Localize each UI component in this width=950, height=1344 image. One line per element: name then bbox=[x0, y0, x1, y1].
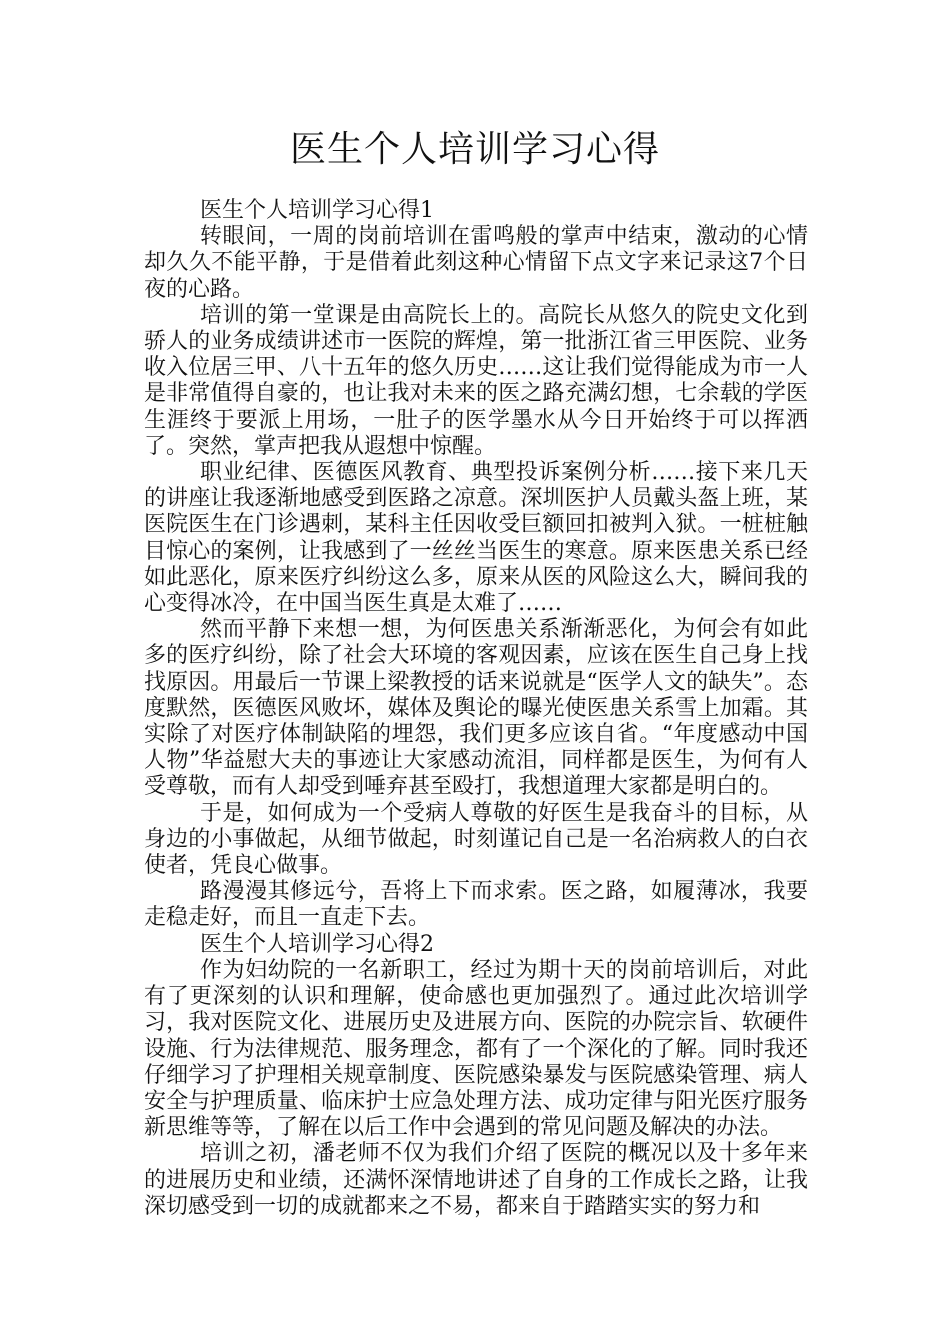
paragraph: 路漫漫其修远兮，吾将上下而求索。医之路，如履薄冰，我要走稳走好，而且一直走下去。 bbox=[144, 879, 808, 931]
paragraph: 职业纪律、医德医风教育、典型投诉案例分析……接下来几天的讲座让我逐渐地感受到医路之凉意。深圳医护人员戴头盔上班，某医院医生在门诊遇刺，某科主任因收受巨额回扣被判入狱。一桩桩触目惊心的案例，让我感到了一丝丝当医生的寒意。原来医患关系已经如此恶化，原来医疗纠纷这么多，原来从医的风险这么大，瞬间我的心变得冰冷，在中国当医生真是太难了…… bbox=[144, 460, 808, 617]
paragraph: 培训之初，潘老师不仅为我们介绍了医院的概况以及十多年来的进展历史和业绩，还满怀深情地讲述了自身的工作成长之路，让我深切感受到一切的成就都来之不易，都来自于踏踏实实的努力和 bbox=[144, 1141, 808, 1219]
document-title: 医生个人培训学习心得 bbox=[289, 129, 660, 170]
paragraph: 作为妇幼院的一名新职工，经过为期十天的岗前培训后，对此有了更深刻的认识和理解，使命感也更加强烈了。通过此次培训学习，我对医院文化、进展历史及进展方向、医院的办院宗旨、软硬件设施、行为法律规范、服务理念，都有了一个深化的了解。同时我还仔细学习了护理相关规章制度、医院感染暴发与医院感染管理、病人安全与护理质量、临床护士应急处理方法、成功定律与阳光医疗服务新思维等等，了解在以后工作中会遇到的常见问题及解决的办法。 bbox=[144, 957, 808, 1141]
paragraph: 于是，如何成为一个受病人尊敬的好医生是我奋斗的目标，从身边的小事做起，从细节做起，时刻谨记自己是一名治病救人的白衣使者，凭良心做事。 bbox=[144, 800, 808, 879]
section-heading-2: 医生个人培训学习心得2 bbox=[200, 931, 434, 957]
paragraph: 然而平静下来想一想，为何医患关系渐渐恶化，为何会有如此多的医疗纠纷，除了社会大环境的客观因素，应该在医生自己身上找找原因。用最后一节课上梁教授的话来说就是“医学人文的缺失”。态度默然，医德医风败坏，媒体及舆论的曝光使医患关系雪上加霜。其实除了对医疗体制缺陷的埋怨，我们更多应该自省。“年度感动中国人物”华益慰大夫的事迹让大家感动流泪，同样都是医生，为何有人受尊敬，而有人却受到唾弃甚至殴打，我想道理大家都是明白的。 bbox=[144, 617, 808, 800]
paragraph: 转眼间，一周的岗前培训在雷鸣般的掌声中结束，激动的心情却久久不能平静，于是借着此刻这种心情留下点文字来记录这7个日夜的心路。 bbox=[144, 224, 808, 302]
section-heading-1: 医生个人培训学习心得1 bbox=[200, 198, 434, 223]
paragraph: 培训的第一堂课是由高院长上的。高院长从悠久的院史文化到骄人的业务成绩讲述市一医院的辉煌，第一批浙江省三甲医院、业务收入位居三甲、八十五年的悠久历史……这让我们觉得能成为市一人是非常值得自豪的，也让我对未来的医之路充满幻想，七余载的学医生涯终于要派上用场，一肚子的医学墨水从今日开始终于可以挥洒了。突然，掌声把我从遐想中惊醒。 bbox=[144, 302, 808, 459]
document-body bbox=[144, 198, 808, 1220]
